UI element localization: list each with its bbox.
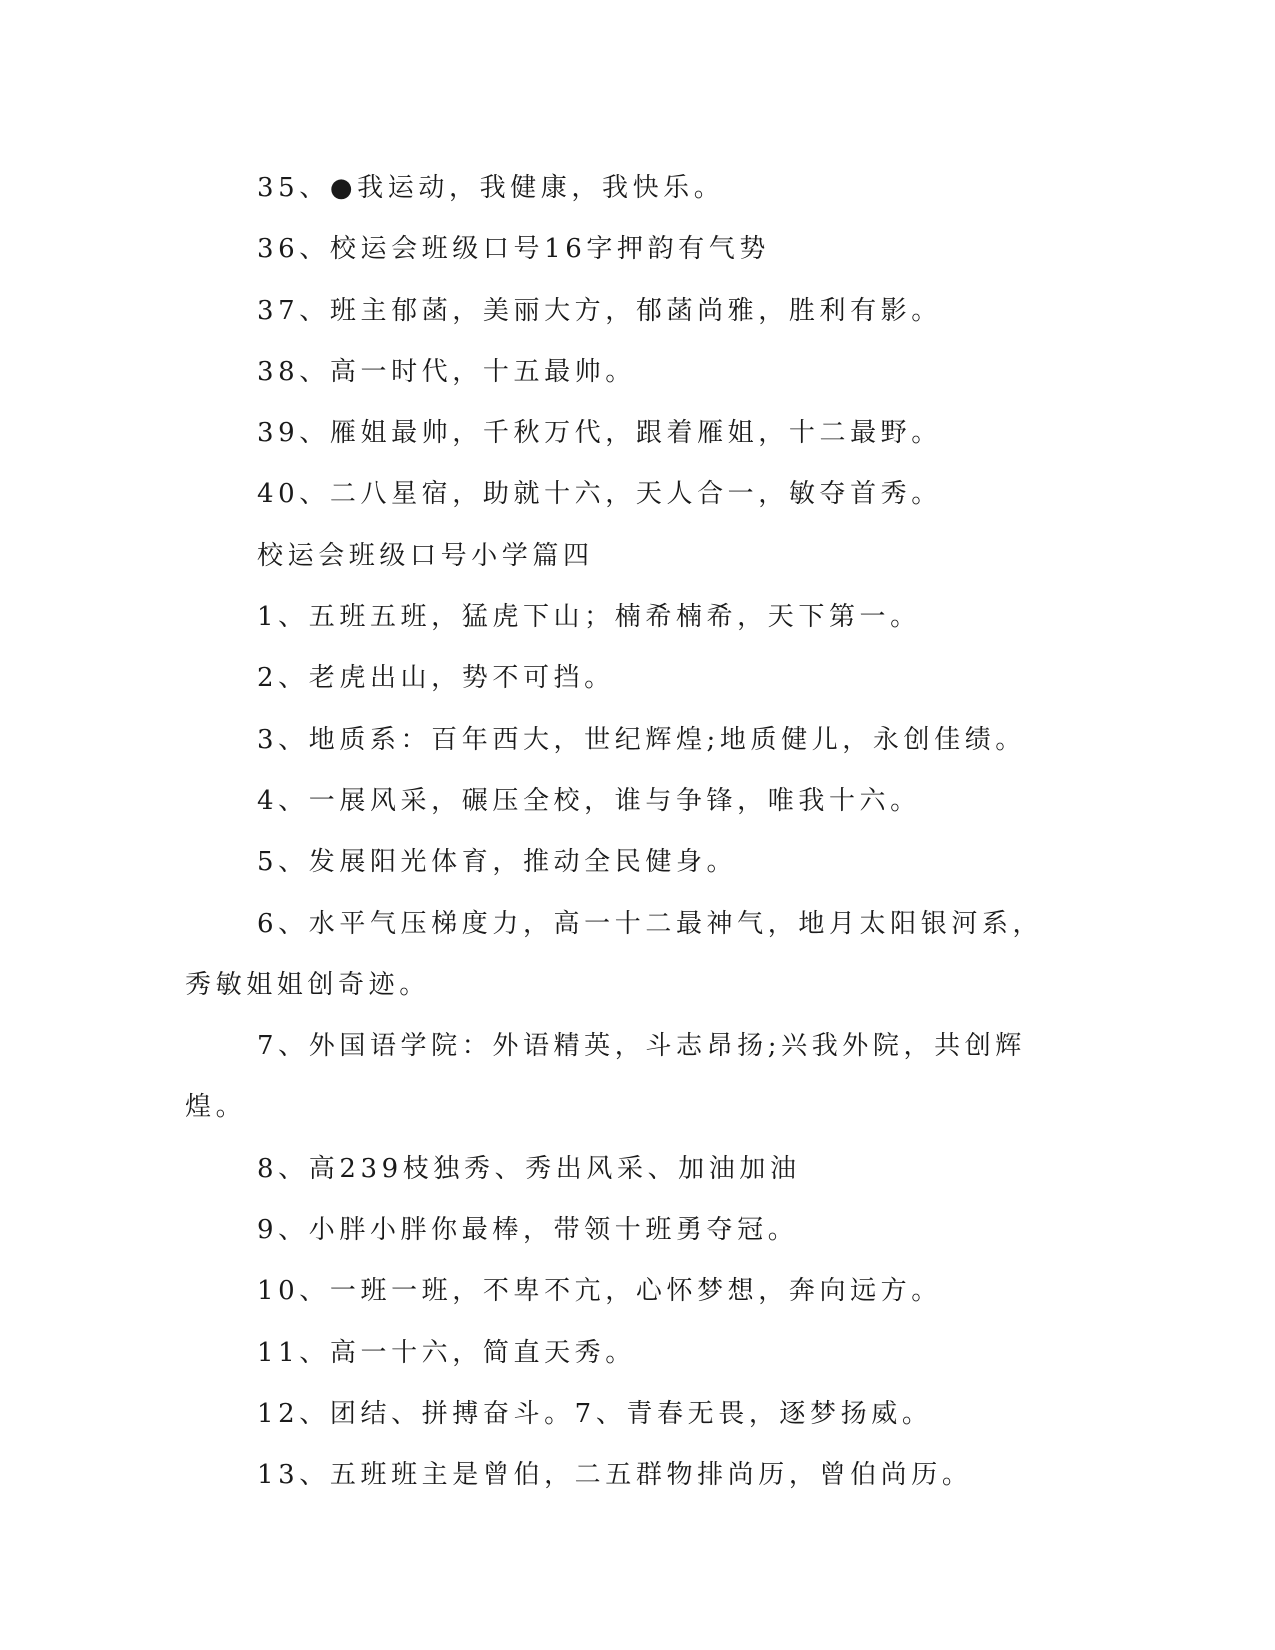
paragraph-item-9: 9、小胖小胖你最棒，带领十班勇夺冠。 — [257, 1215, 799, 1246]
paragraph-slogan-36: 36、校运会班级口号16字押韵有气势 — [257, 234, 770, 265]
paragraph-slogan-38: 38、高一时代，十五最帅。 — [257, 356, 636, 387]
paragraph-item-6: 6、水平气压梯度力，高一十二最神气，地月太阳银河系，秀敏姐姐创奇迹。 — [185, 908, 1044, 1000]
paragraph-item-3: 3、地质系：百年西大，世纪辉煌;地质健儿，永创佳绩。 — [257, 724, 1026, 755]
paragraph-item-4: 4、一展风采，碾压全校，谁与争锋，唯我十六。 — [257, 785, 921, 816]
paragraph-item-7: 7、外国语学院：外语精英，斗志昂扬;兴我外院，共创辉煌。 — [185, 1031, 1026, 1123]
document-body — [185, 158, 1065, 1507]
paragraph-item-11: 11、高一十六，简直天秀。 — [257, 1337, 636, 1368]
paragraph-slogan-35: 35、●我运动，我健康，我快乐。 — [257, 173, 725, 203]
paragraph-item-8: 8、高239枝独秀、秀出风采、加油加油 — [257, 1153, 801, 1184]
paragraph-item-12: 12、团结、拼搏奋斗。7、青春无畏，逐梦扬威。 — [257, 1398, 933, 1429]
section-heading: 校运会班级口号小学篇四 — [257, 540, 594, 571]
paragraph-item-10: 10、一班一班，不卑不亢，心怀梦想，奔向远方。 — [257, 1276, 942, 1307]
paragraph-slogan-40: 40、二八星宿，助就十六，天人合一，敏夺首秀。 — [257, 479, 942, 510]
paragraph-item-13: 13、五班班主是曾伯，二五群物排尚历，曾伯尚历。 — [257, 1460, 973, 1491]
paragraph-slogan-37: 37、班主郁菡，美丽大方，郁菡尚雅，胜利有影。 — [257, 295, 942, 326]
paragraph-slogan-39: 39、雁姐最帅，千秋万代，跟着雁姐，十二最野。 — [257, 418, 942, 449]
paragraph-item-1: 1、五班五班，猛虎下山；楠希楠希，天下第一。 — [257, 602, 921, 633]
paragraph-item-2: 2、老虎出山，势不可挡。 — [257, 663, 615, 694]
paragraph-item-5: 5、发展阳光体育，推动全民健身。 — [257, 847, 738, 878]
